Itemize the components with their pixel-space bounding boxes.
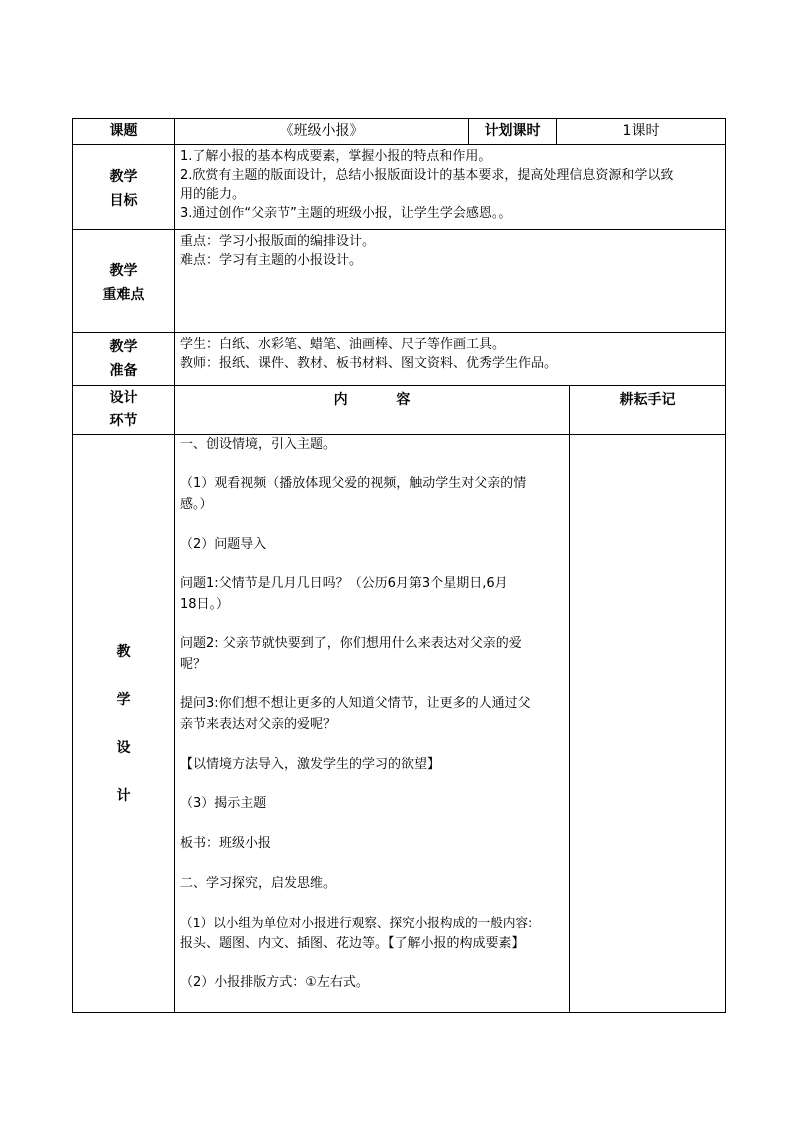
design-label-char: 教 xyxy=(116,644,131,660)
keypoints-label xyxy=(73,259,174,307)
goals-content xyxy=(180,147,724,223)
topic-value: 《班级小报》 xyxy=(279,123,364,139)
preparation-label-line1: 教学 xyxy=(109,339,138,355)
topic-label: 课题 xyxy=(109,123,138,139)
row-divider-3 xyxy=(72,332,726,333)
design-line: （1）观看视频（播放体现父爱的视频，触动学生对父亲的情 xyxy=(180,476,527,491)
design-line: 问题1:父情节是几月几日吗？（公历6月第3个星期日,6月 xyxy=(180,576,508,591)
design-line: 呢？ xyxy=(180,657,207,672)
design-line: 18日。） xyxy=(180,597,230,612)
design-line: 提问3:你们想不想让更多的人知道父情节，让更多的人通过父 xyxy=(180,696,531,711)
table-border-left xyxy=(72,118,73,1013)
preparation-content xyxy=(180,335,720,373)
goals-label xyxy=(73,165,174,213)
preparation-line: 教师：报纸、课件、教材、板书材料、图文资料、优秀学生作品。 xyxy=(180,356,558,371)
table-border-bottom xyxy=(72,1012,726,1013)
design-label-char: 计 xyxy=(116,788,131,804)
row-divider-1 xyxy=(72,144,726,145)
design-line: 板书：班级小报 xyxy=(180,836,272,851)
keypoints-label-line2: 重难点 xyxy=(102,287,145,303)
keypoint-line: 难点：学习有主题的小报设计。 xyxy=(180,253,363,268)
preparation-line: 学生：白纸、水彩笔、蜡笔、油画棒、尺子等作画工具。 xyxy=(180,337,506,352)
notes-column-divider xyxy=(569,385,570,1013)
plan-hours-value: 1课时 xyxy=(622,123,660,139)
goal-line: 用的能力。 xyxy=(180,187,246,202)
design-line: 感。） xyxy=(180,497,213,512)
design-line: 问题2: 父亲节就快要到了，你们想用什么来表达对父亲的爱 xyxy=(180,636,522,651)
design-vertical-label xyxy=(73,640,174,832)
plan-hours-label: 计划课时 xyxy=(484,123,541,139)
section-heading: 一、创设情境，引入主题。 xyxy=(180,437,337,452)
design-line: 亲节来表达对父亲的爱呢？ xyxy=(180,717,337,732)
goals-label-line2: 目标 xyxy=(109,193,138,209)
design-line: （1）以小组为单位对小报进行观察、探究小报构成的一般内容: xyxy=(180,915,533,930)
design-line: （3）揭示主题 xyxy=(180,796,267,811)
design-step-label-line2: 环节 xyxy=(109,413,138,429)
goal-line: 3.通过创作“父亲节”主题的班级小报，让学生学会感恩。。 xyxy=(180,206,512,221)
keypoint-line: 重点：学习小报版面的编排设计。 xyxy=(180,234,376,249)
preparation-label xyxy=(73,335,174,383)
design-label-char: 学 xyxy=(116,692,131,708)
goal-line: 1.了解小报的基本构成要素，掌握小报的特点和作用。 xyxy=(180,149,492,164)
design-step-label-line1: 设计 xyxy=(109,390,138,406)
design-step-label xyxy=(73,387,174,433)
keypoints-content xyxy=(180,232,560,270)
row-divider-5 xyxy=(72,434,726,435)
design-line: 【以情境方法导入，激发学生的学习的欲望】 xyxy=(180,757,441,772)
row-divider-4 xyxy=(72,385,726,386)
table-border-top xyxy=(72,118,726,119)
row-divider-2 xyxy=(72,229,726,230)
section-heading: 二、学习探究，启发思维。 xyxy=(180,876,337,891)
label-column-divider xyxy=(174,118,175,1013)
keypoints-label-line1: 教学 xyxy=(109,263,138,279)
design-line: （2）问题导入 xyxy=(180,537,267,552)
design-label-char: 设 xyxy=(116,740,131,756)
goals-label-line1: 教学 xyxy=(109,169,138,185)
design-line: （2）小报排版方式：①左右式。 xyxy=(180,975,369,990)
content-column-header: 内 容 xyxy=(333,392,411,408)
table-border-right xyxy=(725,118,726,1013)
design-line: 报头、题图、内文、插图、花边等。【了解小报的构成要素】 xyxy=(180,936,525,951)
notes-column-header: 耕耘手记 xyxy=(619,392,676,408)
preparation-label-line2: 准备 xyxy=(109,363,138,379)
goal-line: 2.欣赏有主题的版面设计，总结小报版面设计的基本要求，提高处理信息资源和学以致 xyxy=(180,168,674,183)
